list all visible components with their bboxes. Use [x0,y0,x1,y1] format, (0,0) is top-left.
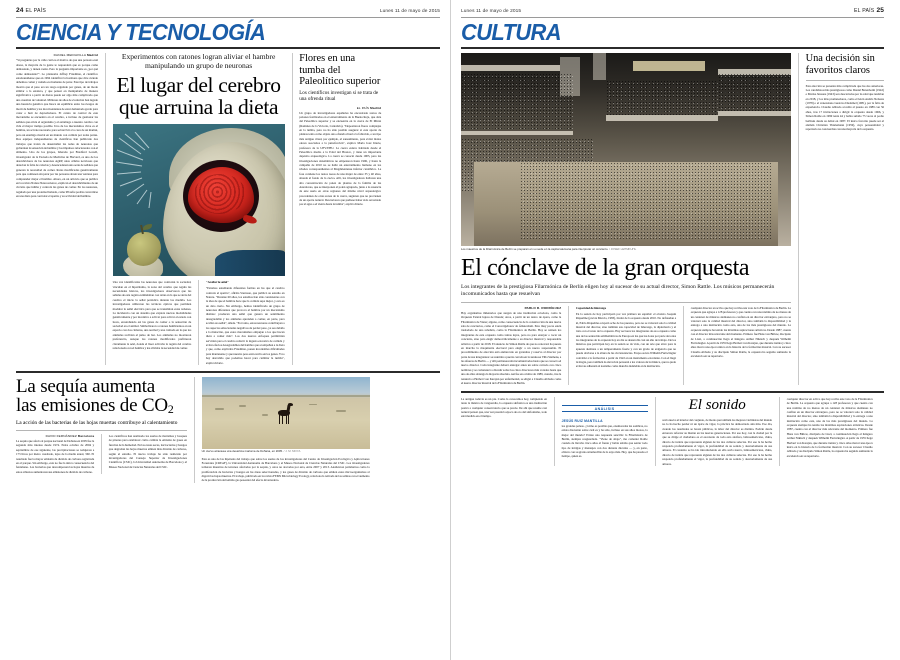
left-folio-number: 24 [16,7,24,14]
analysis-block [461,397,884,466]
lead-center-block [113,53,285,365]
orchestra-caption: Los maestros de la Filarmónica de Berlín se preparan en su sede en la capital alemana para interpretar un concierto. / JOSEF LEHMKUHL [461,246,637,251]
analysis-col2: los grandes peleas. ¿Cómo es posible que, enamoradas las sombras, no exista discusión sobre cuál es y ha sido, incluso en sus años mozos, la mejor del mundo? Existe una respuesta sencilla: la Filarmónica de Berlín, siempre resguardada. "Viene de abajo", me comentó Rattle cuando da llevaba cinco años al frente y había sabido que sentar todo tipo de intrigas y mensajes con dos durante décadas — y, en parte, obtuvo con su grado estremecible de lo suyo más. Hoy, que ha pasado el tiempo, quien es. [561,423,648,459]
analysis-col3: savia nueva al interior del conjunto, de modo que también los mejores violinistas del mundo no lo ha hecho perder ni un ápice de vigor, la práctica ha demostrado aún más. Ese día, cuando los resultados se hacen públicos, la labor del director es distinta. Podrán desde entonces reforzar su ilusión en las nuevas generaciones. Por eso hoy, con la ciudad por la que se dirige el ciudadano es el escenario de toda esta anáfora, latinoamericana, china, directo de treinta que representa alguien de las dos culturas selectas. Por eso la ha hecho respondo profundamente el vigor, la profundidad de su sonido y aleatoriamente de sus amores. El contexto se ha ido introduciendo en ella savia nueva, latinoamericana, china, directo de treinta que representa alguien de las dos culturas selectas. Por eso la ha hecho respondo profundamente el vigor, la profundidad de su sonido y aleatoriamente de sus amores. [662,417,773,466]
sequia-deck: La acción de las bacterias de las hojas muertas contribuye al calentamiento [16,419,178,426]
orquesta-col1: Hay organismos milenarios que surgen de una institución ortodoxa, como la Orquesta Estatal lujosa de Dresde; otros, a partir de un teatro de ópera, como la Filarmónica de Viena; alguna, como consecuencia de la construcción de una nueva sala de conciertos, como el Concertgebouw de Ámsterdam. Pero muy pocas estén trasladado de una rebelión, como la Filarmónica de Berlín. Hoy se reúnen los integrantes de esta orquesta como tantas leyes, pero no para ensayar o tocar un concierto, sino para elegir democráticamente a su director musical y responsable artístico a partir de 2018. El anuncio de Simon Rattle de que no renovará ha puesto en marcha la maquinaria electoral para elegir a un nuevo responsable. El procedimiento de elección está enmarcado en garantías y reserva al director por parte de sus integrantes: se reunirán a puerta cerrada en la suntuosa Villa Siemens, a las afueras de Berlín — y allí permanecerán incomunicados hasta que se conozca el nuevo director. Cada integrante deberá entregar antes un sobre cerrado con cinco nombres y se comenzará a discutir sobre los cinco directores más votados hasta que uno de ellos obtenga la mayoría absoluta. Así fue en octubre de 1989, cuando, tras la renuncia a Herbert von Karajan por enfermedad, se eligió a Claudio Abbado como el nuevo director musical de la Filarmónica de Berlín. [461,310,562,385]
orquesta-col2-subhead: Capacidad de liderazgo [575,305,607,310]
analysis-filler-left [461,397,547,466]
sequia-photo-block [202,377,370,483]
lead-col3-subhead: "Acallar la señal" [205,280,229,285]
folio-rule-right [461,17,884,18]
lead-story-ciencia [16,53,440,365]
sequia-headline-block [16,377,187,483]
section-title-ciencia: CIENCIA Y TECNOLOGÍA [16,19,266,45]
flores-byline: EL PAÍS Madrid [356,105,382,110]
right-folio-date: Lunes 11 de mayo de 2015 [461,9,522,14]
orquesta-col3: cualquier director en activo que hoy reciba este voto de la Filarmónica de Berlín. La orquesta que agrupa a 128 profesores y que cuenta con una nómina de no menos de un centenar de músicos alemanes no confían en un director extranjero, pero no se valorará solo la calidad musical del director, sino también la disponibilidad y la entrega a una institución como esta, una de las más prestigiosas del mundo. La orquesta siempre ha tenido las máximas aspiraciones artísticas. Desde 1887, cuenta con el director más relevante del momento. Primero fue Hans von Bülow, discípulo de Liszt, a continuación llegó el húngaro Arthur Nikisch y después Wilhelm Furtwängler. A partir de 1955 llegó Herbert von Karajan, que durante treinta y cinco años marcó una época única en la historia de la formación musical. Con su sucesor Claudio Abbado y su discípulo Simon Rattle, la orquesta ha seguido sumando la excelencia en su repertorio. [690,305,791,358]
orquesta-col2: En la sesión de hoy participará por vez primera un español: el oboísta Joaquín Riquelme (previa Murcia, 1983), titular de la orquesta desde 2010. No defraudan a él, Pablo Riquelme ocupará ocho de los puestos, pero no se valorará solo la calidad musical del director, sino también sus capacidad de liderazgo, la diplomacia y el trato con el resto de la orquesta. Hay sectores los integrantes de esa orquesta como una de las sedes más emblemáticas de Europa en las que las dotes por parte de todos los integrantes de la orquesta hoy en día se desarrolla casi un año de trabajo. De los músicos que participan hoy en la sesión se da vida, con un arte que sirve para la apuesta alemana a un temperamento fuerte y con un grado de exigencia que no puede obviarse a la altura de las circunstancias. Etapa oscura Wilhelm Furtwängler convirtió a la formación a partir de 1922 en un instrumento excelente. Con el llegó la magia, pero también la elevación personal a los valores de la música, que no pudo evitar su adhesión al nazismo como mancha indeleble en la institución. [575,311,677,369]
orquesta-headline: El cónclave de la gran orquesta [461,255,750,282]
lead-col-4-flores [299,53,381,365]
lead-headline: El lugar del cerebro que arruina la dieta [116,73,281,119]
left-page-folio [16,7,440,16]
section-rule [16,47,440,49]
decision-text: Esta elección se presenta más complicada que las dos anteriores. Los candidatos más prestigiosos como Daniel Barenboim (1942) o Mariss Jansons (1943) son descartados por la edad que tendrían en 2018, y los más prometedores, como el letón Andris Nelsons (1978) o el venezolano Gustavo Dudamel (1981), por la falta de experiencia. Claudio Abbado accedió al puesto en 1989 con 56 años, tras 17 invitaciones a dirigir la orquesta desde 1966, y Simon Rattle en 1999 tenía 44 y había subido 75 veces al podio berlinés desde su debut en 1987. El único favorito puede ser el alemán Christian Thielemann (1959), cuya personalidad y repertorio no concuerdan con una mayoría de la orquesta. [805,83,884,132]
orchestra-photo-figure [461,53,791,251]
left-folio-publication: EL PAÍS [25,8,46,14]
section-title-cultura: CULTURA [461,19,561,45]
sequia-col1: La sequía que afecta al parque nacional de Doñana en 2005 fue la segunda más intensa desde 1974. Entre octubre de 2004 y septiembre de ese siguiente, las precipitaciones se redujeron a 173 litros por metro cuadrado, lejos de la media anual, 360. El resultado fue la mayor emisión de dióxido de carbono registrada en el parque. Sin embargo, esta no fue la única consecuencia del fenómeno. Las bacterias que descomponen las hojas muertas de estos arbustos aumentaron sus emisiones de dióxido de carbono. [16,439,95,474]
lead-col1-text: "Si preguntas por la calle cuál es el motivo de que una persona esté obesa, la mayoría de la gente te responderá que es porque come demasiado, y tienen razón. Pero la pregunta importante es ¿por qué come demasiado?". Lo planteaba Jeffrey Friedman, el científico estadounidense que en 1994 identificó la hormona que dice cuándo debemos comer y cuándo es momento de parar. Este tipo de trabajos mostró que el peso era un rasgo regulado por genes, de un modo similar a la estatura, y que pensar en manipularlo de manera significativa a partir de dietas puede ser algo más complicado que una cuestión de voluntad. Millones de años de evolución han legado una herencia genética que busca un equilibrio entre los riesgos de morir de hambre y los inconvenientes de estar demasiado gordo para cazar o huir de depredadores. El centro de control de este mecanismo se encuentra en el cerebro, e incluso de gestionar las señales que envía el organismo y el estómago a nuestro cerebro con vida el mayor tiempo posible. Uno de los mecanismos clave es el hambre, un acicate necesario para sobrevivir a la caza de un mamut, pero un enemigo mortal en un mundo con comida por todas partes. Dos equipos independientes de científicos han publicado dos trabajos que tratan de desentrañar las redes de neuronas que gobiernan la sensación de hambre y los impulsos relacionados con el alimento. Uno de los grupos, liderado por Bradford Lowell, investigador de la Escuela de Medicina de Harvard, es uno de los descubridores de las neuronas AgRP, unas células nerviosas que detectan la falta de calorías y desencadenan una serie de señales que generan la necesidad de comer. Ratas modificadas genéticamente para que comiesen sin parar por las personas abren una ventana para comprender mejor el hambre. Ahora, en un artículo que se publica en la revista Nature Neuroscience, explican el descubrimiento de un circuito que inhibe y controla las ganas de comer. En los neuronas, regulada por una proteína llamada, como 98 sufre podría convertirse en una dieta para controlar el apetito y su actividad del hambre. [16,58,98,199]
lead-col-1 [16,53,98,365]
analysis-tag: ANÁLISIS [562,405,648,412]
orquesta-columns [461,306,791,385]
orquesta-deck: Los integrantes de la prestigiosa Filarmónica de Berlín eligen hoy al sucesor de su actual director, Simon Rattle. Los músicos permanecerán incomunicados hasta que resuelvan [461,284,775,298]
flores-subhead: Los científicos investigan si se trata de una ofrenda ritual [299,90,379,103]
section-rule-right [461,47,884,49]
orquesta-story [461,53,791,385]
sequia-col3: Esta es una de las hipótesis del trabajo que sobre los suelos de los investigadores del Centro de Investigación Ecológica y Aplicaciones Forestales (CREAF), la Universidad Autónoma de Barcelona y el Museo Nacional de Ciencias Naturales del CSIC. Los investigadores tomaron muestras de terrenos afectados por la sequía, y otros no atacados por esta, entre 2007 y 2013. Analizaron parámetros como la proliferación de bacterias y hongos en las áreas seleccionadas, y los gases de dióxido de carbono que emiten estos microorganismos al digerir las hojas muertas. El trabajo, publicado en la revista FEMS Microbiology Ecology, relaciona la retirada de las salinas con el aumento de la producción del temido gas poseedor del efecto invernadero. [201,456,370,483]
flores-headline: Flores en una tumba del Paleolítico superior [299,53,381,87]
left-folio-date: Lunes 11 de mayo de 2015 [379,9,440,14]
decision-sidebar [806,53,884,385]
lead-col3-text: "Estamos estudiando diferentes formas en las que el cerebro controla el apetito", afirma Sternson, que publicó su estudio en Nature. "Durante 60 años, los estudios han sido consistentes con la idea de que el hambre hace que la comida sepa mejor, y esto es un dato cierto. Sin embargo, hemos identificado un grupo de neuronas diferentes que provoca el hambre por un mecanismo distinto: producen una señal que genera un sentimiento desagradable y los animales aprenden a comer, en parte, para acallar esa señal", añade. "Por tanto, estas neuronas contribuyen a los aspectos emocionales negativos de perder peso, ya sea debido a la mutación, que estos mecanismos empujan a los que hacen dieta a comer más". Los dos nuevos enfoques permitirían servirían para el cerebro reducir la ingesta excesiva de comida y evitar efectos desagradables del hambre que acompañan a la dieta y que, como explicaba Friedman, ponen incontables dificultades para mantenerse y que nuestro peso está escrito en los genes. Y no hay desvalido que podemos hacer para cambiar la tumba", explica Iriarte. [205,286,285,365]
analysis-tag-block [562,397,648,466]
right-folio-publication: EL PAÍS [854,8,875,14]
donana-photo-figure [202,377,370,454]
lead-col2-text: Una vez identificadas las neuronas que controlan la saciedad, vinculan en el hipotálamo, la zona del cerebro que regula las necesidades básicas, los investigadores observaron que las señales de esta región estimulaban con ratón en la que se atrás del cerebro el inicio la señal periódica durante las medida. Los investigadores utilizaron las técnicas ópticas que permiten modular la señal eléctrica para que se transmitan estas órdenes. La incidencia con un sistema que explota nuevas modalidades genéticamente y por incentivo a activar para activar el estado con luces, encendiendo así las ganas de comer o la sensación de saciedad en el animal. Simbolizaron a ratones hambrientos en un espacio con dos cámaras, una normal y una cómoda en la que los animales recibían el pulso de luz. Los animales no mostraron preferencia, aunque los ratones modificados prefirieron claramente la azul, donde el láser activaba la región del cerebro relacionada con el hambre y les aliviaba la necesidad de comer. [112,280,192,350]
analysis-byline: JESÚS RUIZ MANTILLA [561,418,603,423]
orchestra-photo [461,53,791,246]
donana-caption: Un ciervo atraviesa una desértica marisma de Doñana, en 2005. / J. M. MOYA [201,448,301,453]
right-page [450,0,900,660]
analysis-headline-block [662,397,772,466]
right-folio-number: 25 [876,7,884,14]
orquesta-byline: PABLO R. RODRÍGUEZ [524,305,562,310]
story-separator [16,371,440,373]
sequia-headline: La sequía aumenta las emisiones de $CO_2$ [16,375,174,417]
donana-photo [202,377,370,449]
deer-silhouette [276,405,293,425]
decision-headline: Una decisión sin favoritos claros [805,53,875,76]
cultura-lead-block [461,53,884,385]
sequia-col2: Los científicos han analizado los suelos de marismas y bosques de pinares para establecer cómo cambia la emisión de gases en función de la humedad. En las zonas secas, las bacterias y hongos que degradan las hojas muertas emiten más dióxido de carbono, según el estudio. El nuevo trabajo ha sido realizado por investigadores del Consejo Superior de Investigaciones Científicas (CSIC), la Universidad Autónoma de Barcelona y el Museo Nacional de Ciencias Naturales del CSIC. [108,434,187,469]
analysis-separator [461,391,884,393]
lead-kicker: Experimentos con ratones logran aliviar el hambre manipulando un grupo de neuronas [121,52,276,71]
second-story-sequia [16,377,440,483]
right-page-folio [461,7,884,16]
illustration-shirt [215,250,285,276]
analysis-col1: La antigua todavía es un pie. Como la conocemos hoy, rompiendo en tanto la música de vanguardia, la orquesta sinfónica es una institución pasiva a cualquier conservatorio que se precie. De ahí que resulte casi natural pensar que, una vez pasada la época de oro del sinfonismo, todo está medido en el tiempo. [461,396,547,419]
flores-text: Un grupo de investigadores españoles ha encontrado restos de polones fosilizados en el enterramiento de la Buena Roja, que data del Paleolítico superior y se encuentra en la cueva de El Mirón (Ramales de la Victoria, Cantabria). "Depositaron flores complejas en la tumba, pero no ha sido posible asegurar si este aporte de plantas tenía como objeto una ofrenda ritual a la fallecida, o un tipo más antiguo ritual, por ejemplo, el saneamiento, para evitar malos olores asociados a la putrefacción", explica María José Iriarte, profesora de la UPV/EHU. La cueva estuvo habitada desde el Paleolítico medio a la Edad del Bronce, y tiene un importante depósito arqueológico. La cueva se conoció desde 1903, pero las investigaciones sistemáticas no empezaron hasta 1996, y hasta la campaña de 2010 no se halló un enterramiento humano en los niveles correspondientes al Magdaleniense inferior cantábrico. La fosa contiene los restos óseos de una mujer de entre 35 y 40 años, situada al fondo de la cueva. Allí, los investigadores hallaron una alta concentración de polen de plantas de la familia de las Asteráceas, que se interponen al polen agrupado, junto a la ausencia de este suelo en otras regiones del mismo nivel arqueológico procedentes de otras zonas de la cueva, sugieren que no provienen de un aporte natural. Descartaron que pudiese haber sido arrastrado por el agua o el viento hasta la tumba", explica Iriarte. [299,110,382,207]
analysis-col4: cualquier director en activo que hoy reciba este voto de la Filarmónica de Berlín. La orquesta que agrupa a 128 profesores y que cuenta con una nómina de no menos de un centenar de músicos alemanes no confían en un director extranjero, pero no se valorará solo la calidad musical del director, sino también la disponibilidad y la entrega a una institución como esta, una de las más prestigiosas del mundo. La orquesta siempre ha tenido las máximas aspiraciones artísticas. Desde 1887, cuenta con el director más relevante del momento. Primero fue Hans von Bülow, discípulo de Liszt, a continuación llegó el húngaro Arthur Nikisch y después Wilhelm Furtwängler. A partir de 1955 llegó Herbert von Karajan, que durante treinta y cinco años marcó una época única en la historia de la formación musical. Con su sucesor Claudio Abbado y su discípulo Simon Rattle, la orquesta ha seguido sumando la excelencia en su repertorio. [786,396,873,458]
analysis-filler-right [787,397,873,466]
analysis-headline: El sonido [688,396,746,413]
brain-illustration [113,124,285,276]
sequia-byline: DAVID FERNÁNDEZ Barcelona [45,434,95,439]
folio-rule [16,17,440,18]
lead-byline: DANIEL MEDIAVILLA Madrid [53,53,98,58]
